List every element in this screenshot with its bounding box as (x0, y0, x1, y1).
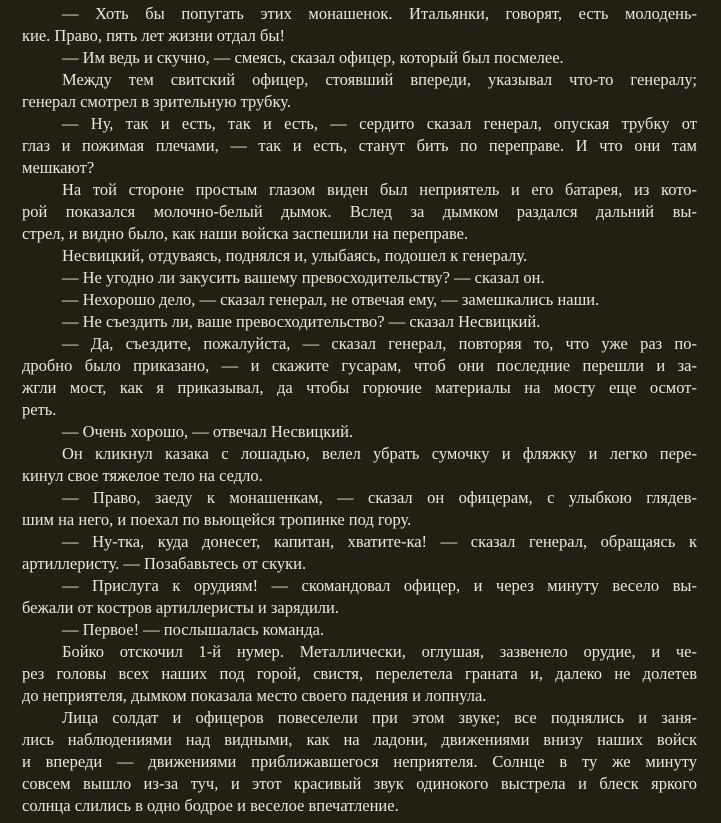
paragraph (22, 267, 697, 289)
text-line: — Не угодно ли закусить вашему превосходительству? — сказал он. (62, 268, 545, 287)
text-line: стрел, и видно было, как наши войска заспешили на переправе. (22, 224, 469, 243)
paragraph (22, 47, 697, 69)
text-line: — Очень хорошо, — отвечал Несвицкий. (62, 422, 354, 441)
text-line: мешкают? (22, 158, 95, 177)
text-line: Между тем свитский офицер, стоявший впереди, указывал что-то генералу; (62, 70, 697, 89)
paragraph (22, 575, 697, 619)
paragraph (22, 289, 697, 311)
paragraph (22, 245, 697, 267)
text-line: — Не съездить ли, ваше превосходительство? — сказал Несвицкий. (62, 312, 541, 331)
paragraph (22, 619, 697, 641)
paragraph (22, 179, 697, 245)
paragraph (22, 333, 697, 421)
text-line: — Прислуга к орудиям! — скомандовал офицер, и через минуту весело вы- (62, 576, 697, 595)
text-line: Несвицкий, отдуваясь, поднялся и, улыбаясь, подошел к генералу. (62, 246, 528, 265)
text-line: жгли мост, как я приказывал, да чтобы горючие материалы на мосту еще осмот- (22, 378, 697, 397)
text-line: глаз и пожимая плечами, — так и есть, станут бить по переправе. И что они там (22, 136, 697, 155)
text-line: рой показался молочно-белый дымок. Вслед за дымком раздался дальний вы- (22, 202, 697, 221)
text-line: бежали от костров артиллеристы и зарядили. (22, 598, 339, 617)
text-line: генерал смотрел в зрительную трубку. (22, 92, 291, 111)
paragraph (22, 3, 697, 47)
text-line: — Да, съездите, пожалуйста, — сказал генерал, повторяя то, что уже раз по- (62, 334, 697, 353)
text-line: кие. Право, пять лет жизни отдал бы! (22, 26, 286, 45)
paragraph (22, 421, 697, 443)
paragraph (22, 707, 697, 817)
text-line: — Право, заеду к монашенкам, — сказал он офицерам, с улыбкою глядев- (62, 488, 697, 507)
text-line: Он кликнул казака с лошадью, велел убрать сумочку и фляжку и легко пере- (62, 444, 697, 463)
text-line: и впереди — движениями приближавшегося неприятеля. Солнце в ту же минуту (22, 752, 697, 771)
text-line: дробно было приказано, — и скажите гусарам, чтоб они последние перешли и за- (22, 356, 697, 375)
text-line: — Ну-тка, куда донесет, капитан, хватите-ка! — сказал генерал, обращаясь к (62, 532, 697, 551)
text-line: солнца слились в одно бодрое и веселое впечатление. (22, 796, 399, 815)
text-line: — Хоть бы попугать этих монашенок. Итальянки, говорят, есть молодень- (62, 4, 697, 23)
text-line: до неприятеля, дымком показала место своего падения и лопнула. (22, 686, 487, 705)
paragraph (22, 311, 697, 333)
paragraph (22, 69, 697, 113)
text-line: реть. (22, 400, 57, 419)
text-line: — Ну, так и есть, так и есть, — сердито сказал генерал, опуская трубку от (62, 114, 697, 133)
text-line: — Первое! — послышалась команда. (62, 620, 325, 639)
text-line: — Им ведь и скучно, — смеясь, сказал офицер, который был посмелее. (62, 48, 564, 67)
text-line: шим на него, и поехал по вьющейся тропинке под гору. (22, 510, 412, 529)
text-line: рез головы всех наших под горой, свистя, перелетела граната и, далеко не долетев (22, 664, 697, 683)
text-line: артиллеристу. — Позабавьтесь от скуки. (22, 554, 307, 573)
paragraph (22, 113, 697, 179)
text-line: совсем вышло из-за туч, и этот красивый звук одинокого выстрела и блеск яркого (22, 774, 697, 793)
paragraph (22, 531, 697, 575)
paragraph (22, 641, 697, 707)
text-line: Лица солдат и офицеров повеселели при этом звуке; все поднялись и заня- (62, 708, 697, 727)
text-line: — Нехорошо дело, — сказал генерал, не отвечая ему, — замешкались наши. (62, 290, 600, 309)
text-line: кинул свое тяжелое тело на седло. (22, 466, 263, 485)
text-line: На той стороне простым глазом виден был неприятель и его батарея, из кото- (62, 180, 697, 199)
paragraph (22, 487, 697, 531)
text-line: Бойко отскочил 1-й нумер. Металлически, оглушая, зазвенело орудие, и че- (62, 642, 697, 661)
paragraph (22, 443, 697, 487)
text-line: лись наблюдениями над видными, как на ладони, движениями внизу наших войск (22, 730, 697, 749)
